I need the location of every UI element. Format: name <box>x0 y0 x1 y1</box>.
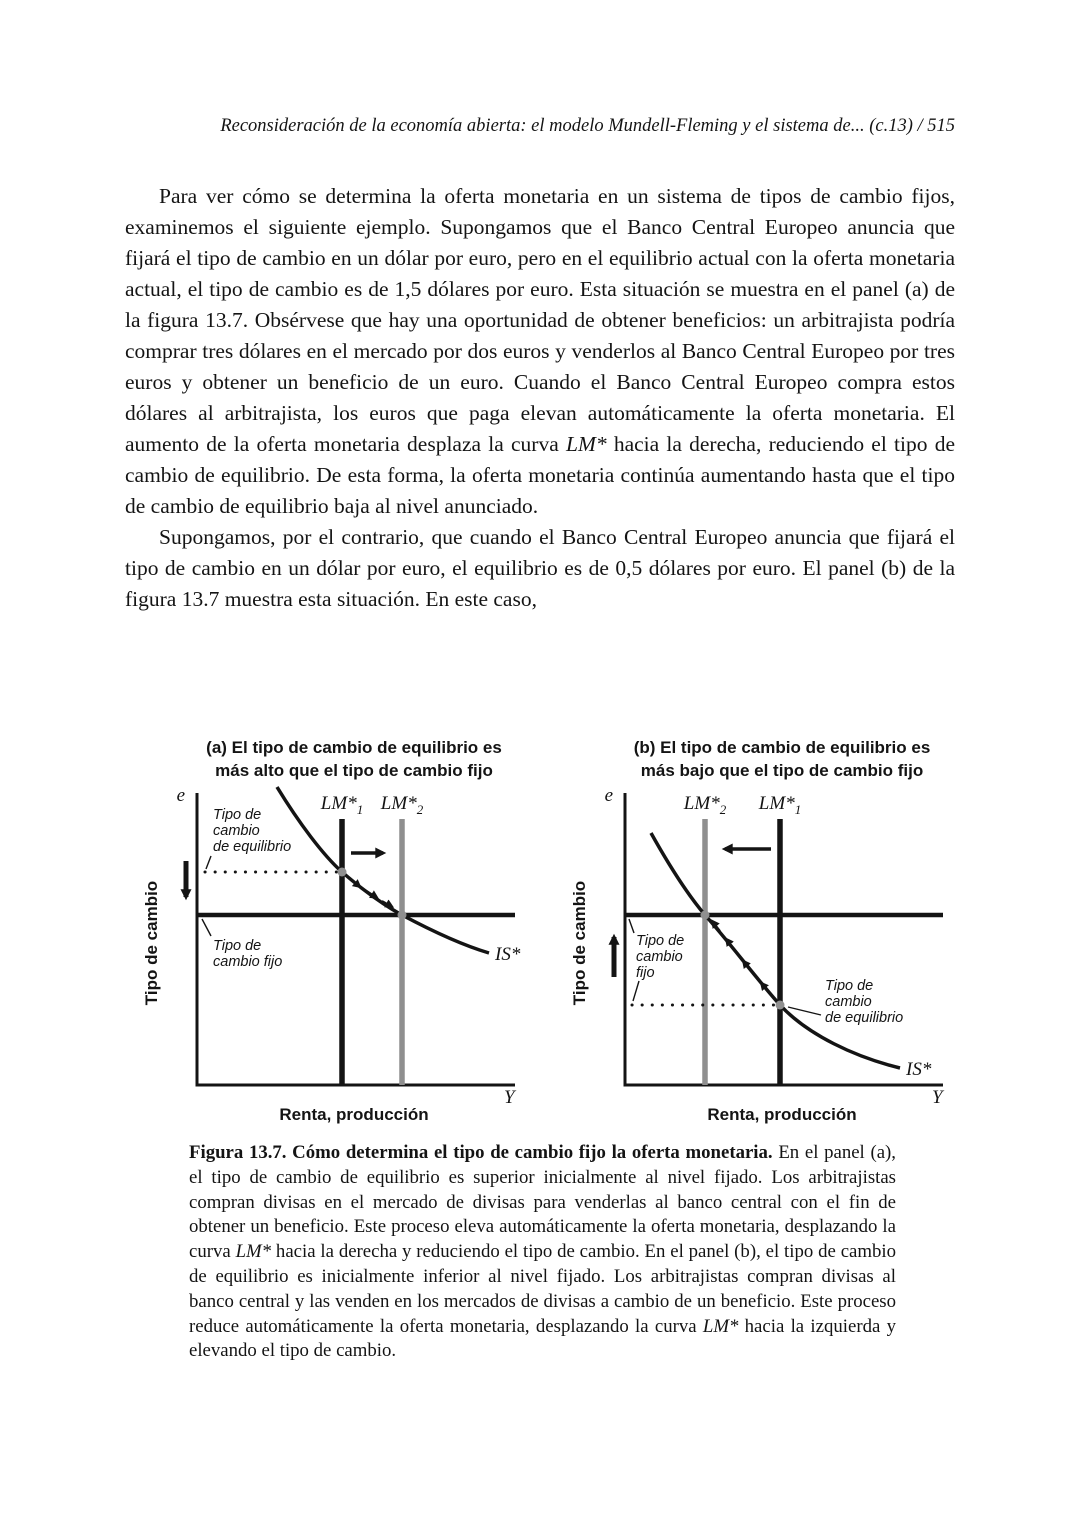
intersection-dot-new <box>398 911 407 920</box>
equilibrium-rate-note <box>788 978 903 1026</box>
e-axis-label: e <box>604 785 613 806</box>
figure-panel-b <box>555 736 967 1133</box>
is-label: IS* <box>906 1059 932 1080</box>
note-line: de equilibrio <box>213 839 292 855</box>
panel-b-plot <box>555 785 967 1133</box>
y-output-label: Y <box>504 1087 515 1108</box>
x-axis-title: Renta, producción <box>707 1105 857 1124</box>
y-axis-title: Tipo de cambio <box>570 880 589 1006</box>
e-axis-label: e <box>176 785 185 806</box>
panel-b-title <box>555 736 967 782</box>
note-line: cambio <box>213 823 260 839</box>
note-line: Tipo de <box>636 933 685 949</box>
adjustment-arrow <box>744 962 755 976</box>
note-line: cambio <box>636 949 683 965</box>
panel-b-title-line1: (b) El tipo de cambio de equilibrio es <box>633 738 931 757</box>
fixed-rate-note <box>202 919 282 970</box>
panel-a-plot <box>127 785 539 1133</box>
note-line: cambio <box>825 994 872 1010</box>
intersection-dot-initial <box>338 868 347 877</box>
fixed-rate-note <box>629 919 684 1001</box>
equilibrium-rate-note <box>206 807 291 869</box>
intersection-dot-initial <box>776 1001 785 1010</box>
note-line: Tipo de <box>825 978 874 994</box>
adjustment-arrow <box>762 984 772 996</box>
note-line: cambio fijo <box>213 954 283 970</box>
note-line: Tipo de <box>213 807 262 823</box>
paragraph-2: Supongamos, por el contrario, que cuando el Banco Central Europeo anuncia que fijará el tipo de cambio en un dólar por euro, el equilibrio es de 0,5 dólares por euro. El panel (b) de la figura 13.7 muestra esta situación. En este caso, <box>125 525 955 611</box>
body-text <box>125 181 955 615</box>
note-line: de equilibrio <box>825 1010 904 1026</box>
note-line: Tipo de <box>213 938 262 954</box>
y-output-label: Y <box>932 1087 943 1108</box>
lm1-label: $LM*_1$ <box>758 793 802 817</box>
adjustment-arrow <box>727 940 737 953</box>
y-axis-title: Tipo de cambio <box>142 880 161 1006</box>
is-curve <box>651 833 900 1068</box>
note-connector <box>202 919 211 936</box>
intersection-dot-new <box>701 911 710 920</box>
note-line: fijo <box>636 965 655 981</box>
is-label: IS* <box>495 944 521 965</box>
adjustment-arrow <box>348 877 359 886</box>
note-connector <box>788 1007 821 1015</box>
lm2-label: $LM*_2$ <box>683 793 727 817</box>
note-connector <box>633 981 639 1001</box>
note-connector <box>206 856 211 869</box>
note-connector <box>629 919 634 933</box>
panel-a-title-line2: más alto que el tipo de cambio fijo <box>215 761 493 780</box>
panel-a-title <box>127 736 539 782</box>
figure-caption: Figura 13.7. Cómo determina el tipo de cambio fijo la oferta monetaria. En el panel (a), el tipo de cambio de equilibrio es superior inicialmente al nivel fijado. Los arbitrajistas compran divisas en el mercado de divisas para venderlas al banco central con el fin de obtener un beneficio. Este proceso eleva automáticamente la oferta monetaria, desplazando la curva LM* hacia la derecha y reduciendo el tipo de cambio. En el panel (b), el tipo de cambio de equilibrio es inicialmente inferior al nivel fijado. Los arbitrajistas compran divisas al banco central y las venden en los mercados de divisas a cambio de un beneficio. Este proceso reduce automáticamente la oferta monetaria, desplazando la curva LM* hacia la izquierda y elevando el tipo de cambio. <box>189 1142 896 1362</box>
panel-a-title-line1: (a) El tipo de cambio de equilibrio es <box>206 738 502 757</box>
x-axis-title: Renta, producción <box>279 1105 429 1124</box>
panel-b-title-line2: más bajo que el tipo de cambio fijo <box>640 761 924 780</box>
running-head: Reconsideración de la economía abierta: el modelo Mundell-Fleming y el sistema de... (c.13) / 515 <box>220 116 955 136</box>
lm1-label: $LM*_1$ <box>320 793 364 817</box>
paragraph-1: Para ver cómo se determina la oferta monetaria en un sistema de tipos de cambio fijos, examinemos el siguiente ejemplo. Supongamos que el Banco Central Europeo anuncia que fijará el tipo de cambio en un dólar por euro, pero en el equilibrio actual con la oferta monetaria actual, el tipo de cambio es de 1,5 dólares por euro. Esta situación se muestra en el panel (a) de la figura 13.7. Obsérvese que hay una oportunidad de obtener beneficios: un arbitrajista podría comprar tres dólares en el mercado por dos euros y venderlos al Banco Central Europeo por tres euros y obtener un beneficio de un euro. Cuando el Banco Central Europeo compra estos dólares al arbitrajista, los euros que paga elevan automáticamente la oferta monetaria. El aumento de la oferta monetaria desplaza la curva LM* hacia la derecha, reduciendo el tipo de cambio de equilibrio. De esta forma, la oferta monetaria continúa aumentando hasta que el tipo de cambio de equilibrio baja al nivel anunciado. <box>125 184 956 518</box>
lm2-label: $LM*_2$ <box>380 793 424 817</box>
figure-panel-a <box>127 736 539 1133</box>
adjustment-arrows <box>348 877 391 906</box>
